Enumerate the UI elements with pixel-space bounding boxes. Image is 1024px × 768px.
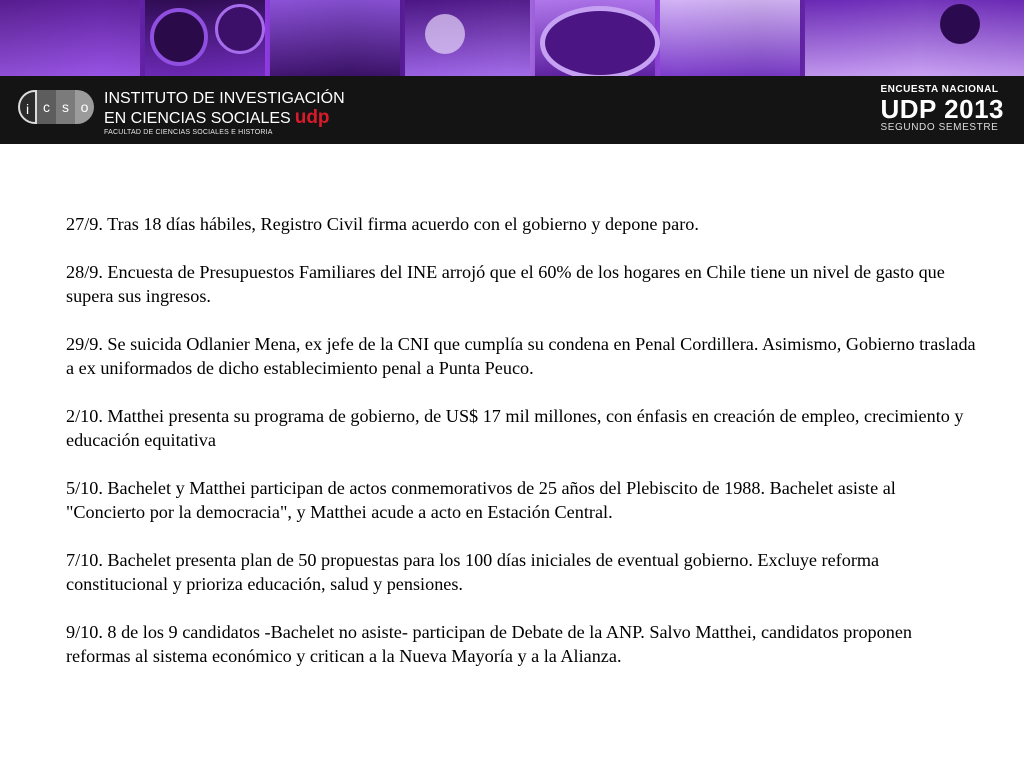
banner-photo-detail	[425, 14, 465, 54]
survey-badge	[881, 84, 1005, 134]
timeline-entry: 2/10. Matthei presenta su programa de gobierno, de US$ 17 mil millones, con énfasis en creación de empleo, crecimiento y educación equitativa	[66, 406, 964, 450]
banner-photo-tile	[660, 0, 800, 76]
institute-name-line1: INSTITUTO DE INVESTIGACIÓN	[104, 90, 345, 107]
survey-label: ENCUESTA NACIONAL	[880, 84, 999, 95]
banner-photo-detail	[215, 4, 265, 54]
logo-letter: o	[75, 90, 94, 124]
institute-name	[104, 89, 345, 136]
timeline-entry: 27/9. Tras 18 días hábiles, Registro Civil firma acuerdo con el gobierno y depone paro.	[66, 214, 699, 234]
header-photo-banner	[0, 0, 1024, 76]
udp-logo: udp	[294, 107, 330, 128]
banner-photo-detail	[540, 6, 660, 76]
timeline-entry: 29/9. Se suicida Odlanier Mena, ex jefe de la CNI que cumplía su condena en Penal Cordillera. Asimismo, Gobierno traslada a ex uniformados de dicho establecimiento penal a Punta Peuco.	[66, 334, 976, 378]
survey-title: UDP 2013	[880, 94, 1004, 124]
timeline-list	[66, 212, 976, 692]
timeline-entry: 7/10. Bachelet presenta plan de 50 propuestas para los 100 días iniciales de eventual gobierno. Excluye reforma constitucional y prioriza educación, salud y pensiones.	[66, 550, 880, 594]
logo-letter: i	[18, 90, 37, 124]
banner-photo-tile	[805, 0, 1024, 76]
survey-semester: SEGUNDO SEMESTRE	[880, 122, 999, 133]
banner-photo-detail	[940, 4, 980, 44]
faculty-name: FACULTAD DE CIENCIAS SOCIALES E HISTORIA	[104, 129, 273, 136]
banner-photo-tile	[270, 0, 400, 76]
logo-letter: s	[56, 90, 75, 124]
institute-name-line2	[104, 108, 345, 128]
institute-name-line2-text: EN CIENCIAS SOCIALES	[104, 110, 291, 127]
timeline-entry: 9/10. 8 de los 9 candidatos -Bachelet no asiste- participan de Debate de la ANP. Salvo Matthei, candidatos proponen reformas al sistema económico y critican a la Nueva Mayoría y a la Alianza.	[66, 622, 913, 666]
icso-logo	[18, 90, 94, 124]
banner-photo-tile	[405, 0, 530, 76]
banner-photo-tile	[0, 0, 140, 76]
timeline-entry: 28/9. Encuesta de Presupuestos Familiares del INE arrojó que el 60% de los hogares en Chile tiene un nivel de gasto que supera sus ingresos.	[66, 262, 945, 306]
banner-photo-detail	[150, 8, 208, 66]
timeline-entry: 5/10. Bachelet y Matthei participan de actos conmemorativos de 25 años del Plebiscito de 1988. Bachelet asiste al "Concierto por la democracia", y Matthei acude a acto en Estación Central.	[66, 478, 896, 522]
logo-letter: c	[37, 90, 56, 124]
